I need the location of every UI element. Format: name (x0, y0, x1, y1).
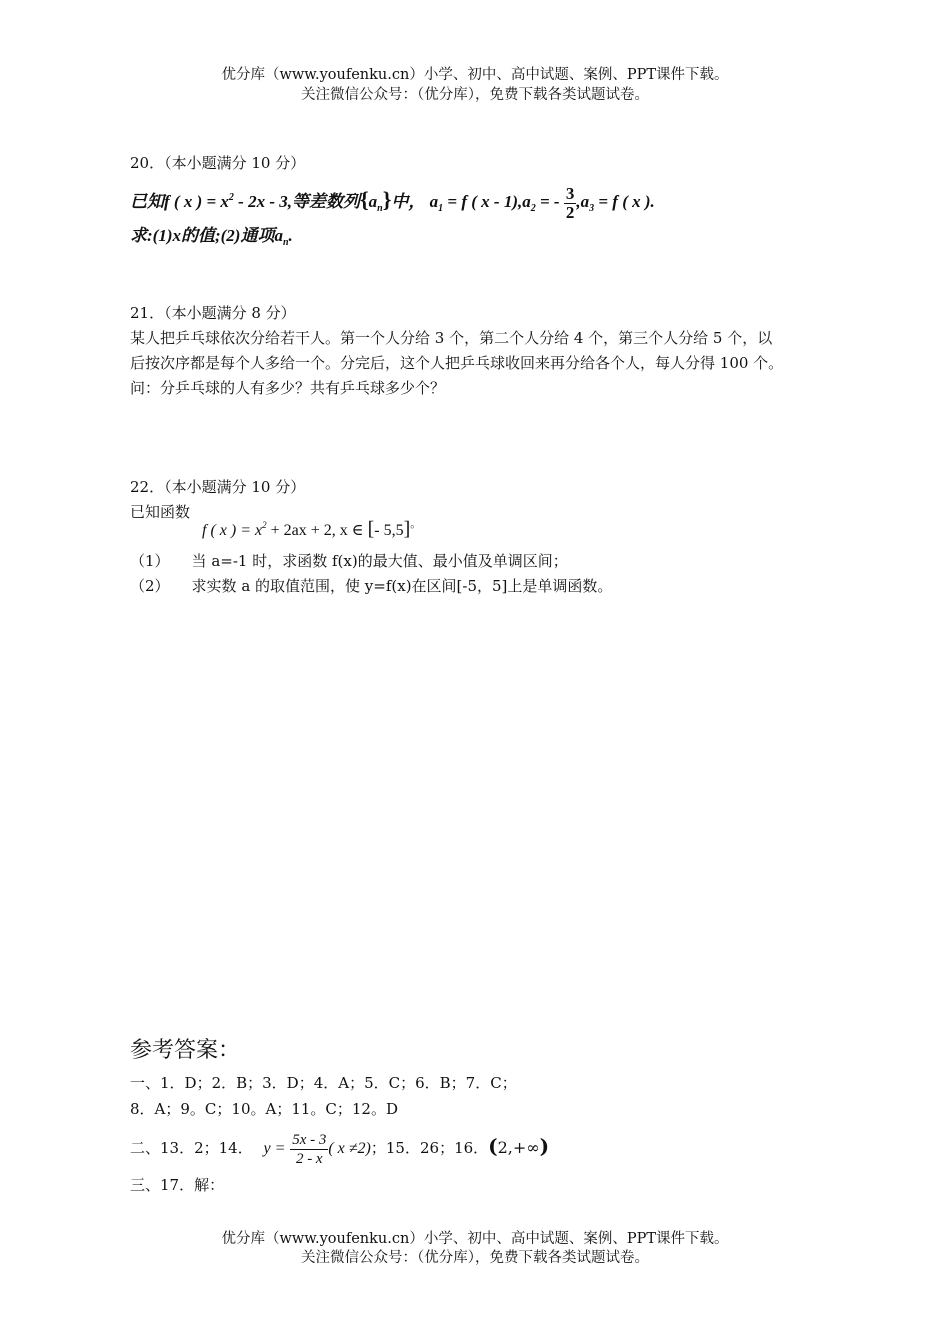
q22-rest: + 2ax + 2, x ∈ (266, 522, 364, 539)
q20-frac-num: 3 (565, 183, 575, 203)
q22-function (202, 512, 421, 543)
q21-line-3: 问：分乒乓球的人有多少？共有乒乓球多少个？ (130, 379, 446, 397)
q20-a2-eq: = - (535, 192, 560, 211)
q20-exp: 2 (228, 192, 234, 203)
footer-line-1: 优分库（www.youfenku.cn）小学、初中、高中试题、案例、PPT课件下载。 (221, 1231, 729, 1247)
header-line-1: 优分库（www.youfenku.cn）小学、初中、高中试题、案例、PPT课件下载。 (221, 67, 729, 83)
q22-item-1-text: 当 a=-1 时，求函数 f(x)的最大值、最小值及单调区间； (191, 552, 568, 570)
q20-mid: 中， (391, 192, 426, 211)
q20-prefix: 已知 (130, 192, 164, 211)
q20-ask-prefix: 求:(1) (130, 226, 173, 245)
q22-item-2-text: 求实数 a 的取值范围，使 y=f(x)在区间[-5，5]上是单调函数。 (191, 577, 613, 595)
answers-line-3-mid: ；15．26；16． (370, 1139, 489, 1157)
q22-item-1 (130, 551, 568, 571)
q22-intro: 已知函数 (130, 503, 191, 521)
answers-line-2: 8．A；9。C；10。A；11。C；12。D (130, 1100, 398, 1118)
q21-line-2: 后按次序都是每个人多给一个。分完后，这个人把乒乓球收回来再分给各个人，每人分得 100 个。 (130, 354, 784, 372)
answers-line-1: 一、1．D；2．B；3．D；4．A；5．C；6．B；7．C； (130, 1074, 517, 1092)
answers-y-eq: y = (263, 1140, 286, 1157)
q20-heading: 20．（本小题满分 10 分） (130, 154, 306, 172)
header-line-2: 关注微信公众号：（优分库），免费下载各类试题试卷。 (301, 87, 649, 103)
q20-a1-sub: 1 (438, 203, 444, 214)
answers-cond: ( x ≠2) (328, 1140, 371, 1157)
q20-a1: a (429, 192, 439, 211)
q20-ask-line (130, 225, 293, 254)
answers-line-4: 三、17．解： (130, 1176, 225, 1194)
q20-ask-sub: n (282, 237, 289, 248)
q20-seq-a: a (368, 192, 378, 211)
q20-a3-eq: = f ( x ). (594, 192, 655, 211)
q20-a2: a (522, 192, 531, 211)
answers-paren-open: ( (488, 1134, 498, 1158)
q22-interval: - 5,5 (374, 522, 404, 539)
answers-line-3-prefix: 二、13．2；14． (130, 1139, 253, 1157)
q22-item-1-num: （1） (130, 552, 170, 570)
answers-interval-16: 2,+∞ (497, 1138, 540, 1157)
q22-item-2-num: （2） (130, 577, 170, 595)
q20-f: f ( x ) = x (164, 192, 229, 211)
q20-a3: a (580, 192, 590, 211)
q20-brace-close: } (382, 187, 392, 212)
q20-seq-label: 等差数列 (292, 192, 360, 211)
footer-line-2: 关注微信公众号：（优分库），免费下载各类试题试卷。 (301, 1250, 649, 1266)
q20-a3-pre: , (576, 192, 581, 211)
answers-title: 参考答案： (130, 1038, 241, 1063)
q20-a3-sub: 3 (589, 203, 595, 214)
q21-heading: 21．（本小题满分 8 分） (130, 304, 296, 322)
q20-a2-sub: 2 (530, 203, 536, 214)
q20-fraction (564, 185, 577, 222)
q22-tail: 。 (410, 518, 422, 530)
q20-frac-den: 2 (565, 202, 575, 222)
q20-formula-line (130, 183, 655, 224)
answers-paren-close: ) (539, 1134, 550, 1158)
q20-a1-eq: = f ( x - 1), (443, 192, 523, 211)
answers-frac-num: 5x - 3 (292, 1131, 327, 1148)
q22-bracket-open: [ (367, 518, 375, 540)
q20-ask-end: . (288, 226, 293, 245)
answers-fraction (290, 1131, 328, 1168)
q22-item-2 (130, 576, 612, 596)
q22-heading: 22．（本小题满分 10 分） (130, 478, 306, 496)
answers-line-3 (130, 1124, 549, 1171)
q22-f: f ( x ) = x (202, 522, 263, 539)
q20-brace-open: { (360, 187, 369, 212)
q22-exp: 2 (262, 520, 267, 530)
q20-ask-x: x (172, 226, 181, 245)
q20-ask-mid: 的值;(2)通项 (180, 226, 275, 245)
q20-rest: - 2x - 3, (233, 192, 292, 211)
q20-seq-sub: n (377, 203, 383, 214)
q22-bracket-close: ] (403, 518, 411, 540)
q20-ask-a: a (274, 226, 283, 245)
q21-line-1: 某人把乒乓球依次分给若干人。第一个人分给 3 个，第二个人分给 4 个，第三个人分给 5 个，以 (130, 329, 773, 347)
answers-frac-den: 2 - x (295, 1150, 323, 1167)
